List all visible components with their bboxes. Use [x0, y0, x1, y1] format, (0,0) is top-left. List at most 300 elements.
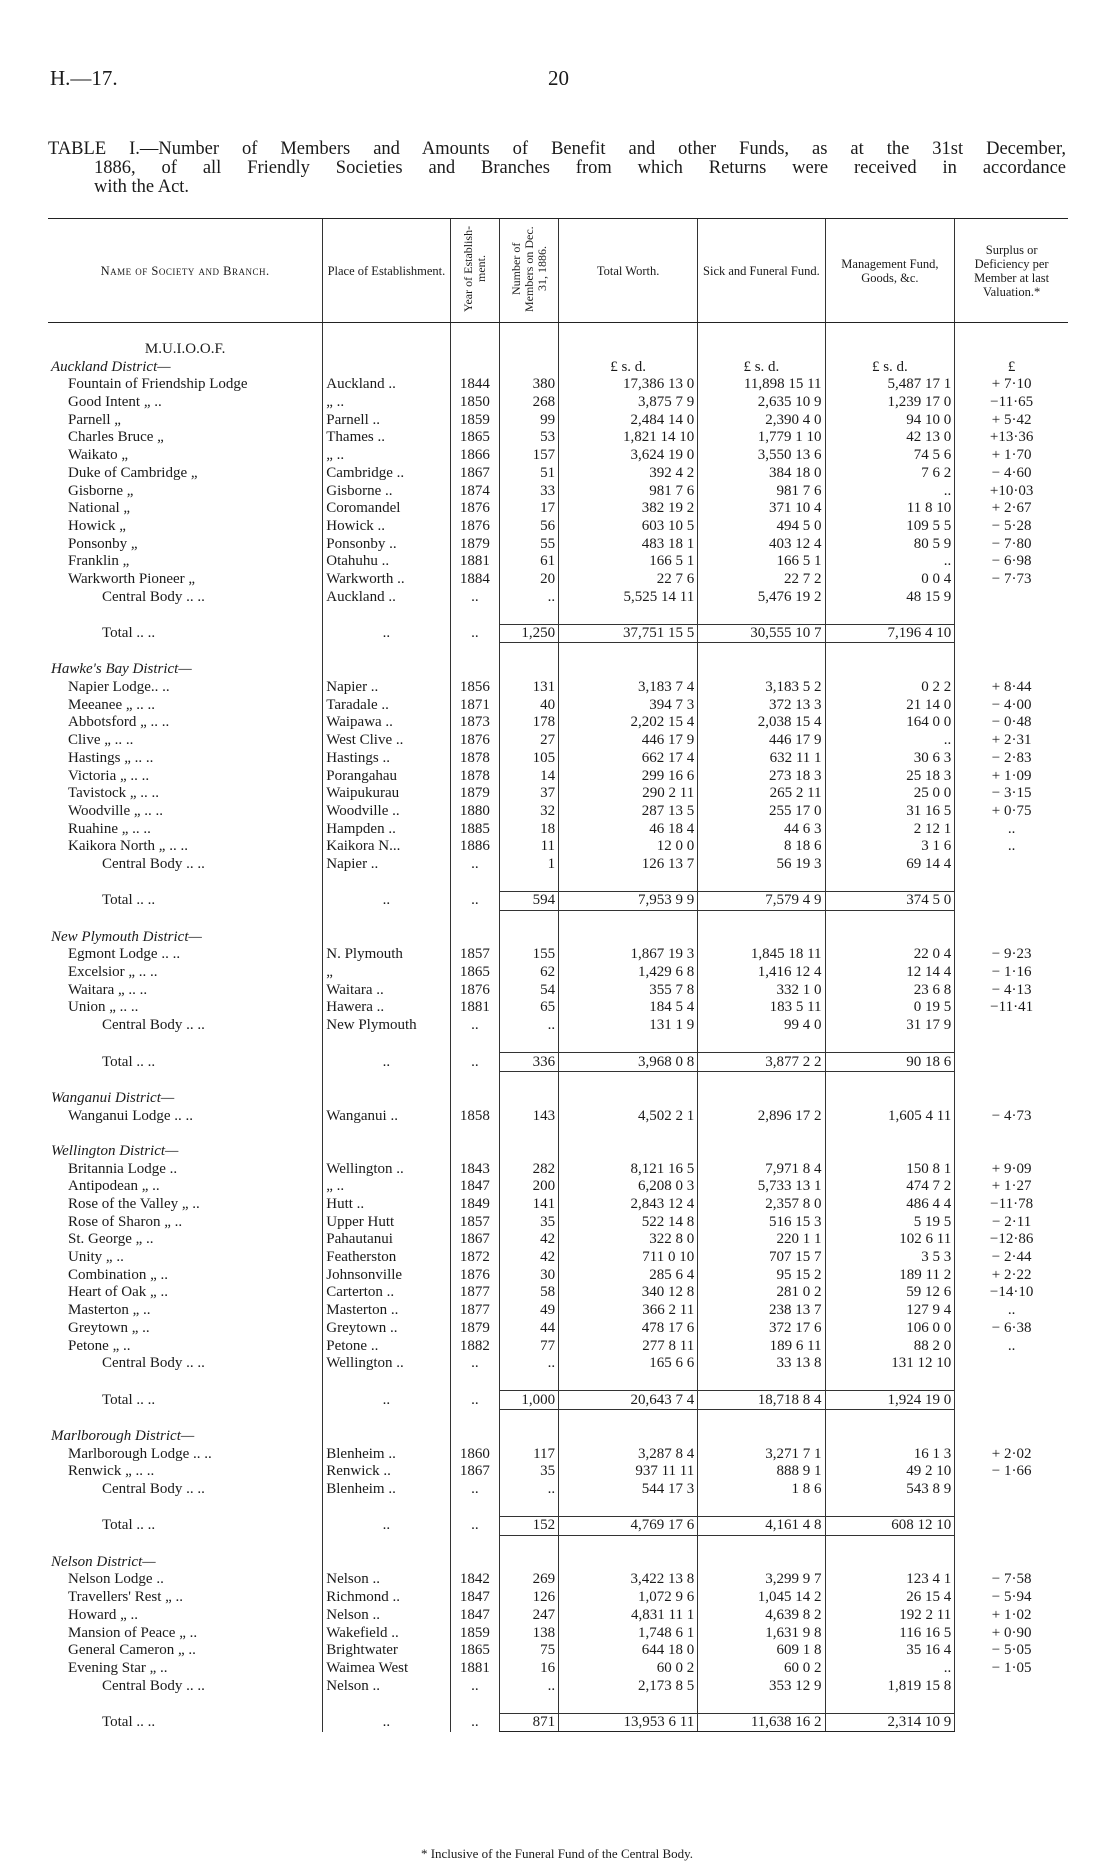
branch-name: Excelsior „ .. .. — [68, 964, 158, 981]
branch-name: Total .. .. — [102, 625, 156, 642]
sick-funeral-fund: 95 15 2 — [698, 1266, 825, 1284]
surplus-deficiency — [955, 1391, 1068, 1410]
members: 99 — [500, 411, 559, 429]
place: Nelson .. — [323, 1677, 450, 1695]
members — [500, 606, 559, 624]
members: 40 — [500, 696, 559, 714]
branch-name: Ponsonby „ — [68, 535, 138, 552]
surplus-deficiency: − 7·73 — [955, 571, 1068, 589]
branch-name: Hastings „ .. .. — [68, 749, 154, 766]
branch-row — [48, 1213, 1068, 1231]
surplus-deficiency: + 8·44 — [955, 679, 1068, 697]
members: .. — [500, 1017, 559, 1035]
total-worth: 1,867 19 3 — [559, 946, 698, 964]
branch-row — [48, 981, 1068, 999]
members: 49 — [500, 1302, 559, 1320]
total-worth: 2,484 14 0 — [559, 411, 698, 429]
branch-name: Total .. .. — [102, 892, 156, 909]
total-worth — [559, 643, 698, 661]
sick-funeral-fund: 265 2 11 — [698, 785, 825, 803]
total-worth: 1,429 6 8 — [559, 964, 698, 982]
branch-name: Hawke's Bay District— — [51, 661, 192, 678]
table-row — [48, 1409, 1068, 1427]
members: 594 — [500, 892, 559, 911]
surplus-deficiency: + 7·10 — [955, 376, 1068, 394]
total-worth: 3,875 7 9 — [559, 394, 698, 412]
year: 1857 — [450, 946, 500, 964]
surplus-deficiency: − 3·15 — [955, 785, 1068, 803]
district-total-row — [48, 1391, 1068, 1410]
branch-name: Antipodean „ .. — [68, 1178, 160, 1195]
sick-funeral-fund — [698, 1695, 825, 1713]
branch-name — [48, 1535, 323, 1553]
place: Wellington .. — [323, 1355, 450, 1373]
surplus-deficiency: − 6·38 — [955, 1320, 1068, 1338]
branch-name: Howard „ .. — [68, 1606, 138, 1623]
sick-funeral-fund — [698, 643, 825, 661]
year: 1882 — [450, 1337, 500, 1355]
branch-name: Charles Bruce „ — [68, 429, 164, 446]
branch-name: New Plymouth District— — [51, 928, 202, 945]
year: .. — [450, 1355, 500, 1373]
sick-funeral-fund — [698, 1143, 825, 1161]
branch-name: Marlborough District— — [51, 1427, 195, 1444]
members: 58 — [500, 1284, 559, 1302]
place — [323, 1498, 450, 1516]
sick-funeral-fund — [698, 1125, 825, 1143]
management-fund — [825, 1498, 955, 1516]
total-worth — [559, 1035, 698, 1053]
total-worth: 322 8 0 — [559, 1231, 698, 1249]
year: 1878 — [450, 767, 500, 785]
table-body — [48, 323, 1068, 1732]
management-fund: 16 1 3 — [825, 1445, 955, 1463]
members: 77 — [500, 1337, 559, 1355]
management-fund: 5,487 17 1 — [825, 376, 955, 394]
surplus-deficiency — [955, 661, 1068, 679]
year — [450, 1035, 500, 1053]
branch-row — [48, 1266, 1068, 1284]
district-total-row — [48, 1713, 1068, 1732]
year: 1879 — [450, 535, 500, 553]
members: 56 — [500, 518, 559, 536]
members — [500, 661, 559, 679]
branch-name: Nelson Lodge .. — [68, 1571, 164, 1588]
year — [450, 1535, 500, 1553]
surplus-deficiency: .. — [955, 838, 1068, 856]
total-worth: 446 17 9 — [559, 732, 698, 750]
sick-funeral-fund: 516 15 3 — [698, 1213, 825, 1231]
place — [323, 1409, 450, 1427]
place: Auckland .. — [323, 588, 450, 606]
branch-name: Total .. .. — [102, 1517, 156, 1534]
management-fund: 131 12 10 — [825, 1355, 955, 1373]
total-worth: 3,287 8 4 — [559, 1445, 698, 1463]
management-fund: 0 2 2 — [825, 679, 955, 697]
surplus-deficiency: + 2·67 — [955, 500, 1068, 518]
surplus-deficiency: +10·03 — [955, 482, 1068, 500]
branch-row — [48, 1160, 1068, 1178]
surplus-deficiency: − 4·60 — [955, 465, 1068, 483]
place: Greytown .. — [323, 1320, 450, 1338]
management-fund: 42 13 0 — [825, 429, 955, 447]
total-worth — [559, 1373, 698, 1391]
sick-funeral-fund: 166 5 1 — [698, 553, 825, 571]
branch-name: Central Body .. .. — [102, 1481, 205, 1498]
members: 1 — [500, 856, 559, 874]
total-worth: 2,843 12 4 — [559, 1196, 698, 1214]
total-worth: 366 2 11 — [559, 1302, 698, 1320]
total-worth: 937 11 11 — [559, 1463, 698, 1481]
total-worth: 392 4 2 — [559, 465, 698, 483]
total-worth — [559, 873, 698, 891]
sick-funeral-fund: 981 7 6 — [698, 482, 825, 500]
branch-name: Napier Lodge.. .. — [68, 679, 170, 696]
management-fund: 102 6 11 — [825, 1231, 955, 1249]
members — [500, 1553, 559, 1571]
surplus-deficiency — [955, 1535, 1068, 1553]
total-worth: 166 5 1 — [559, 553, 698, 571]
members: 55 — [500, 535, 559, 553]
year: 1886 — [450, 838, 500, 856]
management-fund: 80 5 9 — [825, 535, 955, 553]
branch-name: Howick „ — [68, 517, 126, 534]
place: Upper Hutt — [323, 1213, 450, 1231]
year: .. — [450, 1677, 500, 1695]
management-fund — [825, 873, 955, 891]
branch-row — [48, 696, 1068, 714]
surplus-deficiency — [955, 1143, 1068, 1161]
district-heading-row — [48, 358, 1068, 376]
members: .. — [500, 1677, 559, 1695]
place — [323, 1125, 450, 1143]
total-worth — [559, 1695, 698, 1713]
management-fund: 2 12 1 — [825, 820, 955, 838]
sick-funeral-fund: 2,896 17 2 — [698, 1107, 825, 1125]
sick-funeral-fund: 7,579 4 9 — [698, 892, 825, 911]
management-fund — [825, 910, 955, 928]
surplus-deficiency: − 0·48 — [955, 714, 1068, 732]
branch-name: Marlborough Lodge .. .. — [68, 1445, 212, 1462]
year: 1881 — [450, 553, 500, 571]
year: 1877 — [450, 1302, 500, 1320]
management-fund: 486 4 4 — [825, 1196, 955, 1214]
surplus-deficiency: .. — [955, 1337, 1068, 1355]
surplus-deficiency: + 2·31 — [955, 732, 1068, 750]
sick-funeral-fund: 372 17 6 — [698, 1320, 825, 1338]
place: Thames .. — [323, 429, 450, 447]
year: 1876 — [450, 518, 500, 536]
branch-name: St. George „ .. — [68, 1231, 154, 1248]
management-fund: 25 0 0 — [825, 785, 955, 803]
friendly-societies-table — [48, 218, 1068, 1732]
sick-funeral-fund: 403 12 4 — [698, 535, 825, 553]
central-body-row — [48, 1677, 1068, 1695]
branch-name: Tavistock „ .. .. — [68, 785, 160, 802]
year: 1847 — [450, 1607, 500, 1625]
surplus-deficiency: −14·10 — [955, 1284, 1068, 1302]
sick-funeral-fund: 632 11 1 — [698, 750, 825, 768]
place: .. — [323, 1517, 450, 1536]
members: 62 — [500, 964, 559, 982]
branch-name: Duke of Cambridge „ — [68, 464, 198, 481]
table-row — [48, 873, 1068, 891]
management-fund: 12 14 4 — [825, 964, 955, 982]
place — [323, 661, 450, 679]
col-header-name: Name of Society and Branch. — [48, 219, 323, 323]
branch-name: Central Body .. .. — [102, 1017, 205, 1034]
place: Wellington .. — [323, 1160, 450, 1178]
branch-name: Central Body .. .. — [102, 1355, 205, 1372]
surplus-deficiency: +13·36 — [955, 429, 1068, 447]
place: Hutt .. — [323, 1196, 450, 1214]
year: 1881 — [450, 1660, 500, 1678]
sick-funeral-fund — [698, 910, 825, 928]
total-worth: 277 8 11 — [559, 1337, 698, 1355]
members: 42 — [500, 1249, 559, 1267]
branch-name: Wanganui Lodge .. .. — [68, 1107, 194, 1124]
surplus-deficiency — [955, 606, 1068, 624]
surplus-deficiency: + 0·90 — [955, 1624, 1068, 1642]
sick-funeral-fund: 11,638 16 2 — [698, 1713, 825, 1732]
branch-name — [48, 1695, 323, 1713]
branch-row — [48, 553, 1068, 571]
branch-name: Auckland District— — [51, 358, 171, 375]
members: 152 — [500, 1517, 559, 1536]
branch-name — [48, 1498, 323, 1516]
year: .. — [450, 1517, 500, 1536]
total-worth — [559, 1071, 698, 1089]
sick-funeral-fund: 372 13 3 — [698, 696, 825, 714]
surplus-deficiency: + 1·02 — [955, 1607, 1068, 1625]
place: .. — [323, 624, 450, 643]
year — [450, 1498, 500, 1516]
total-worth: 3,968 0 8 — [559, 1053, 698, 1072]
table-row — [48, 606, 1068, 624]
surplus-deficiency — [955, 1677, 1068, 1695]
col-header-year-text: Year of Establish- ment. — [460, 225, 488, 313]
members: 105 — [500, 750, 559, 768]
col-header-members-text: Number of Members on Dec. 31, 1886. — [508, 226, 549, 312]
year: 1859 — [450, 411, 500, 429]
sick-funeral-fund — [698, 1035, 825, 1053]
branch-row — [48, 465, 1068, 483]
place: Waitara .. — [323, 981, 450, 999]
table-row — [48, 1125, 1068, 1143]
district-total-row — [48, 1517, 1068, 1536]
place: Taradale .. — [323, 696, 450, 714]
members: 141 — [500, 1196, 559, 1214]
management-fund: .. — [825, 732, 955, 750]
members: 27 — [500, 732, 559, 750]
surplus-deficiency: − 2·44 — [955, 1249, 1068, 1267]
central-body-row — [48, 856, 1068, 874]
total-worth — [559, 1498, 698, 1516]
surplus-deficiency: − 2·83 — [955, 750, 1068, 768]
total-worth: 522 14 8 — [559, 1213, 698, 1231]
members: 247 — [500, 1607, 559, 1625]
branch-name: Petone „ .. — [68, 1337, 131, 1354]
surplus-deficiency: + 1·09 — [955, 767, 1068, 785]
management-fund: 48 15 9 — [825, 588, 955, 606]
year: 1876 — [450, 732, 500, 750]
place: .. — [323, 1391, 450, 1410]
branch-row — [48, 1249, 1068, 1267]
sick-funeral-fund: 371 10 4 — [698, 500, 825, 518]
branch-row — [48, 1302, 1068, 1320]
members: 65 — [500, 999, 559, 1017]
surplus-deficiency: − 4·00 — [955, 696, 1068, 714]
management-fund — [825, 1695, 955, 1713]
year: 1874 — [450, 482, 500, 500]
branch-name: Woodville „ .. .. — [68, 802, 164, 819]
surplus-deficiency: −11·41 — [955, 999, 1068, 1017]
col-header-year — [450, 219, 500, 323]
place — [323, 1535, 450, 1553]
sick-funeral-fund — [698, 1090, 825, 1108]
table-row — [48, 1071, 1068, 1089]
management-fund: 1,924 19 0 — [825, 1391, 955, 1410]
header-row — [48, 219, 1068, 323]
place: Richmond .. — [323, 1589, 450, 1607]
surplus-deficiency — [955, 1409, 1068, 1427]
branch-name: Renwick „ .. .. — [68, 1463, 155, 1480]
surplus-deficiency: − 9·23 — [955, 946, 1068, 964]
management-fund: 21 14 0 — [825, 696, 955, 714]
branch-name: General Cameron „ .. — [68, 1642, 196, 1659]
branch-name — [48, 910, 323, 928]
total-worth — [559, 928, 698, 946]
total-worth — [559, 1553, 698, 1571]
surplus-deficiency: + 5·42 — [955, 411, 1068, 429]
management-fund — [825, 606, 955, 624]
year: 1878 — [450, 750, 500, 768]
surplus-deficiency — [955, 1373, 1068, 1391]
total-worth: 3,183 7 4 — [559, 679, 698, 697]
place: „ .. — [323, 1178, 450, 1196]
branch-row — [48, 767, 1068, 785]
year: 1849 — [450, 1196, 500, 1214]
sick-funeral-fund: 2,390 4 0 — [698, 411, 825, 429]
surplus-deficiency: − 5·05 — [955, 1642, 1068, 1660]
district-heading-row — [48, 661, 1068, 679]
year: 1847 — [450, 1178, 500, 1196]
year: 1879 — [450, 785, 500, 803]
place — [323, 910, 450, 928]
branch-name: Nelson District— — [51, 1553, 156, 1570]
society-name: M.U.I.O.O.F. — [144, 341, 226, 358]
branch-row — [48, 1589, 1068, 1607]
management-fund: 1,605 4 11 — [825, 1107, 955, 1125]
place: Hampden .. — [323, 820, 450, 838]
total-worth: 544 17 3 — [559, 1481, 698, 1499]
surplus-deficiency — [955, 1355, 1068, 1373]
year: .. — [450, 1391, 500, 1410]
sick-funeral-fund: 332 1 0 — [698, 981, 825, 999]
year — [450, 1125, 500, 1143]
year — [450, 1428, 500, 1446]
sick-funeral-fund: 1,845 18 11 — [698, 946, 825, 964]
members: 75 — [500, 1642, 559, 1660]
surplus-deficiency — [955, 1481, 1068, 1499]
total-worth — [559, 1409, 698, 1427]
year: 1843 — [450, 1160, 500, 1178]
sick-funeral-fund: 60 0 2 — [698, 1660, 825, 1678]
surplus-deficiency: − 4·73 — [955, 1107, 1068, 1125]
total-worth — [559, 1535, 698, 1553]
branch-name: Ruahine „ .. .. — [68, 820, 151, 837]
management-fund — [825, 1428, 955, 1446]
year: 1884 — [450, 571, 500, 589]
sick-funeral-fund — [698, 1409, 825, 1427]
total-worth: 12 0 0 — [559, 838, 698, 856]
sick-funeral-fund: 5,476 19 2 — [698, 588, 825, 606]
management-fund: 31 17 9 — [825, 1017, 955, 1035]
place: Parnell .. — [323, 411, 450, 429]
branch-name — [48, 606, 323, 624]
management-fund: 23 6 8 — [825, 981, 955, 999]
branch-row — [48, 482, 1068, 500]
sick-funeral-fund: 273 18 3 — [698, 767, 825, 785]
year: 1856 — [450, 679, 500, 697]
sick-funeral-fund: 5,733 13 1 — [698, 1178, 825, 1196]
year: .. — [450, 624, 500, 643]
year: 1842 — [450, 1571, 500, 1589]
total-worth: 20,643 7 4 — [559, 1391, 698, 1410]
management-fund: 7 6 2 — [825, 465, 955, 483]
surplus-deficiency — [955, 856, 1068, 874]
sick-funeral-fund: 30,555 10 7 — [698, 624, 825, 643]
branch-row — [48, 803, 1068, 821]
district-heading-row — [48, 1143, 1068, 1161]
management-fund: 374 5 0 — [825, 892, 955, 911]
members: 44 — [500, 1320, 559, 1338]
place: Woodville .. — [323, 803, 450, 821]
place: Nelson .. — [323, 1607, 450, 1625]
place: Masterton .. — [323, 1302, 450, 1320]
branch-name: Parnell „ — [68, 411, 121, 428]
year — [450, 1071, 500, 1089]
table-row — [48, 1695, 1068, 1713]
management-fund: 150 8 1 — [825, 1160, 955, 1178]
management-fund — [825, 661, 955, 679]
district-heading-row — [48, 1553, 1068, 1571]
place: „ .. — [323, 394, 450, 412]
surplus-deficiency — [955, 1053, 1068, 1072]
total-worth: 22 7 6 — [559, 571, 698, 589]
sick-funeral-fund: 3,271 7 1 — [698, 1445, 825, 1463]
place: Blenheim .. — [323, 1445, 450, 1463]
sick-funeral-fund: 281 0 2 — [698, 1284, 825, 1302]
management-fund: 474 7 2 — [825, 1178, 955, 1196]
place: Waipawa .. — [323, 714, 450, 732]
col-header-surplus: Surplus or Deficiency per Member at last Valuation.* — [955, 219, 1068, 323]
branch-name: Heart of Oak „ .. — [68, 1284, 168, 1301]
management-fund: 1,239 17 0 — [825, 394, 955, 412]
members: 20 — [500, 571, 559, 589]
branch-name: Franklin „ — [68, 553, 130, 570]
year: .. — [450, 1017, 500, 1035]
table-row — [48, 1535, 1068, 1553]
members — [500, 1071, 559, 1089]
total-worth: 3,624 19 0 — [559, 447, 698, 465]
year: 1847 — [450, 1589, 500, 1607]
surplus-deficiency — [955, 1553, 1068, 1571]
total-worth: 340 12 8 — [559, 1284, 698, 1302]
management-fund: 88 2 0 — [825, 1337, 955, 1355]
year: 1877 — [450, 1284, 500, 1302]
branch-name: Rose of Sharon „ .. — [68, 1213, 183, 1230]
